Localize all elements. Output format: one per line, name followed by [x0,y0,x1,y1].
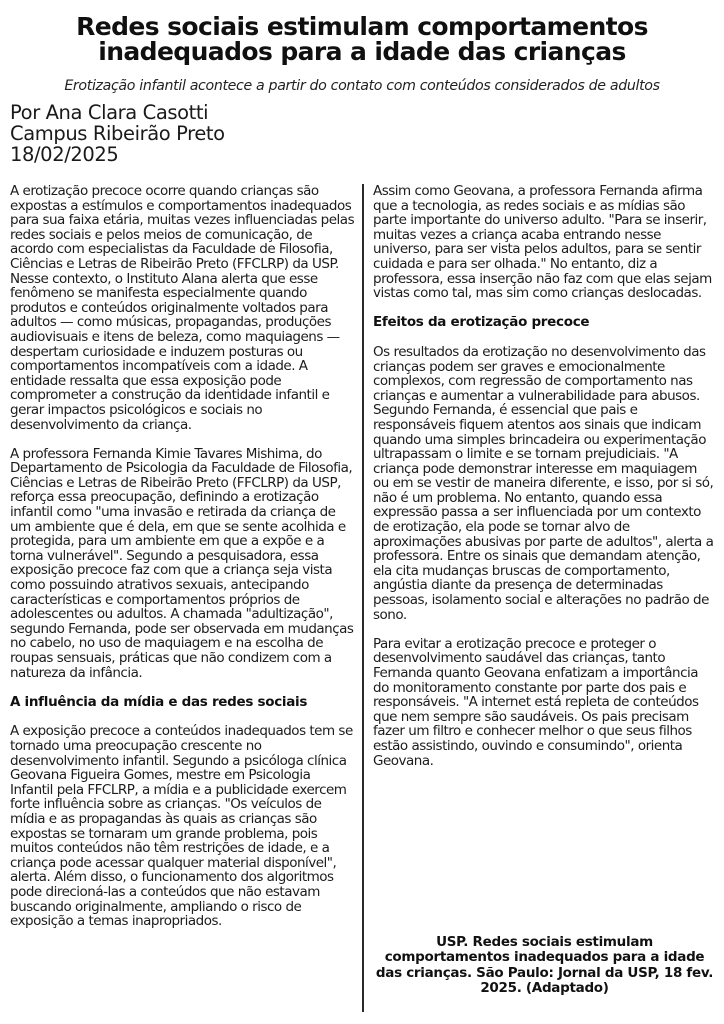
section-heading-effects: Efeitos da erotização precoce [373,314,590,331]
byline-campus: Campus Ribeirão Preto [10,122,225,145]
paragraph: A exposição precoce a conteúdos inadequados tem se tornado uma preocupação crescente no desenvolvimento infantil. Segundo a psicóloga clínica Geovana Figueira Gomes, mestre em Psicologia Infantil pela FFCLRP, a mídia e a publicidade exercem forte influência sobre as crianças. "Os veículos de mídia e as propagandas às quais as crianças são expostas se tornaram um grande problema, pois muitos conteúdos não têm restrições de idade, e a criança pode acessar qualquer material disponível", alerta. Além disso, o funcionamento dos algoritmos pode direcioná-las a conteúdos que não estavam buscando originalmente, ampliando o risco de exposição a temas inapropriados. [10,723,353,930]
paragraph: Para evitar a erotização precoce e proteger o desenvolvimento saudável das crianças, tanto Fernanda quanto Geovana enfatizam a importância do monitoramento constante por parte dos pais e responsáveis. "A internet está repleta de conteúdos que nem sempre são saudáveis. Os pais precisam fazer um filtro e conhecer melhor o que seus filhos estão assistindo, ouvindo e consumindo", orienta Geovana. [373,635,699,769]
byline-author: Por Ana Clara Casotti [10,101,209,124]
byline-date: 18/02/2025 [10,143,119,166]
column-divider [362,184,364,1012]
article-title: Redes sociais estimulam comportamentos inadequados para a idade das crianças [76,12,648,66]
paragraph: A erotização precoce ocorre quando crianças são expostas a estímulos e comportamentos inadequados para sua faixa etária, muitas vezes influenciadas pelas redes sociais e pelos meios de comunicação, de acordo com especialistas da Faculdade de Filosofia, Ciências e Letras de Ribeirão Preto (FFCLRP) da USP. Nesse contexto, o Instituto Alana alerta que esse fenômeno se manifesta especialmente quando produtos e conteúdos originalmente voltados para adultos — como músicas, propagandas, produções audiovisuais e itens de beleza, como maquiagens — despertam curiosidade e induzem posturas ou comportamentos incompatíveis com a idade. A entidade ressalta que essa exposição pode comprometer a construção da identidade infantil e gerar impactos psicológicos e sociais no desenvolvimento da criança. [10,183,355,433]
article-subtitle: Erotização infantil acontece a partir do contato com conteúdos considerados de adultos [64,78,660,94]
source-citation: USP. Redes sociais estimulam comportamentos inadequados para a idade das crianças. São Paulo: Jornal da USP, 18 fev. 2025. (Adaptado) [375,934,714,997]
right-column [373,184,716,783]
left-column [10,184,355,943]
paragraph: A professora Fernanda Kimie Tavares Mishima, do Departamento de Psicologia da Faculdade de Filosofia, Ciências e Letras de Ribeirão Preto (FFCLRP) da USP, reforça essa preocupação, definindo a erotização infantil como "uma invasão e retirada da criança de um ambiente que é dela, em que se sente acolhida e protegida, para um ambiente em que a expõe e a torna vulnerável". Segundo a pesquisadora, essa exposição precoce faz com que a criança seja vista como possuindo atrativos sexuais, antecipando características e comportamentos próprios de adolescentes ou adultos. A chamada "adultização", segundo Fernanda, pode ser observada em mudanças no cabelo, no uso de maquiagem e na escolha de roupas sensuais, práticas que não condizem com a natureza da infância. [10,445,354,681]
paragraph: Os resultados da erotização no desenvolvimento das crianças podem ser graves e emocionalmente complexos, com regressão de comportamento nas crianças e aumentar a vulnerabilidade para abusos. Segundo Fernanda, é essencial que pais e responsáveis fiquem atentos aos sinais que indicam quando uma simples brincadeira ou experimentação ultrapassam o limite e se tornam prejudiciais. "A criança pode demonstrar interesse em maquiagem ou em se vestir de maneira diferente, e isso, por si só, não é um problema. No entanto, quando essa expressão passa a ser influenciada por um contexto de erotização, ela pode se tornar alvo de aproximações abusivas por parte de adultos", alerta a professora. Entre os sinais que demandam atenção, ela cita mudanças bruscas de comportamento, angústia diante da presença de determinadas pessoas, isolamento social e alterações no padrão de sono. [373,343,714,623]
section-heading-media: A influência da mídia e das redes sociais [10,693,308,710]
paragraph: Assim como Geovana, a professora Fernanda afirma que a tecnologia, as redes sociais e as mídias são parte importante do universo adulto. "Para se inserir, muitas vezes a criança acaba entrando nesse universo, para ser vista pelos adultos, para se sentir cuidada e para ser olhada." No entanto, diz a professora, essa inserção não faz com que elas sejam vistas como tal, mas sim como crianças deslocadas. [373,183,712,302]
byline [10,102,350,165]
